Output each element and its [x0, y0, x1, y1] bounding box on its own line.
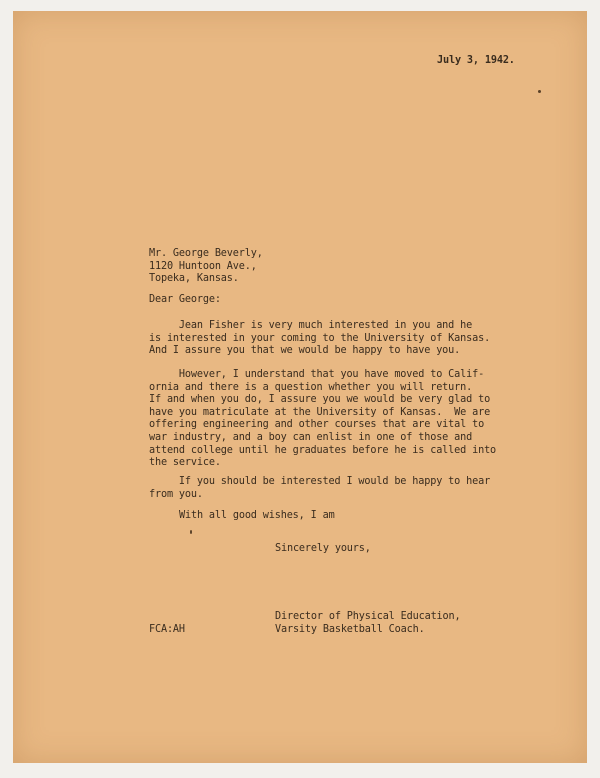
signature-line: Director of Physical Education,: [275, 611, 461, 622]
text-line: And I assure you that we would be happy to have you.: [149, 345, 461, 357]
recipient-address: [149, 248, 263, 286]
text-line: war industry, and a boy can enlist in one of those and: [149, 431, 473, 443]
address-line: Topeka, Kansas.: [149, 273, 239, 285]
text-line: attend college until he graduates before he is called into: [149, 444, 497, 456]
text-line: Jean Fisher is very much interested in you and he: [149, 320, 473, 331]
paragraph-1: [149, 320, 490, 358]
paragraph-3: [149, 476, 490, 501]
text-line: ornia and there is a question whether you will return.: [149, 381, 473, 393]
text-line: is interested in your coming to the University of Kansas.: [149, 332, 491, 344]
text-line: However, I understand that you have moved to Calif-: [149, 369, 485, 380]
signature-line: Varsity Basketball Coach.: [275, 623, 425, 635]
address-line: Mr. George Beverly,: [149, 248, 263, 259]
text-line: If and when you do, I assure you we would be very glad to: [149, 394, 491, 406]
text-line: If you should be interested I would be happy to hear: [149, 476, 491, 487]
good-wishes: With all good wishes, I am: [179, 510, 335, 521]
signature-block: [275, 611, 461, 636]
text-line: from you.: [149, 488, 203, 500]
salutation: Dear George:: [149, 294, 221, 305]
address-line: 1120 Huntoon Ave.,: [149, 260, 257, 272]
text-line: offering engineering and other courses that are vital to: [149, 419, 485, 431]
text-line: the service.: [149, 457, 221, 469]
letter-date: July 3, 1942.: [437, 55, 515, 66]
text-line: have you matriculate at the University of Kansas. We are: [149, 406, 491, 418]
paper-speck: [538, 90, 541, 93]
reference-initials: FCA:AH: [149, 624, 185, 635]
paragraph-2: [149, 369, 496, 470]
paper-speck: [190, 530, 192, 534]
complimentary-close: Sincerely yours,: [275, 543, 371, 554]
